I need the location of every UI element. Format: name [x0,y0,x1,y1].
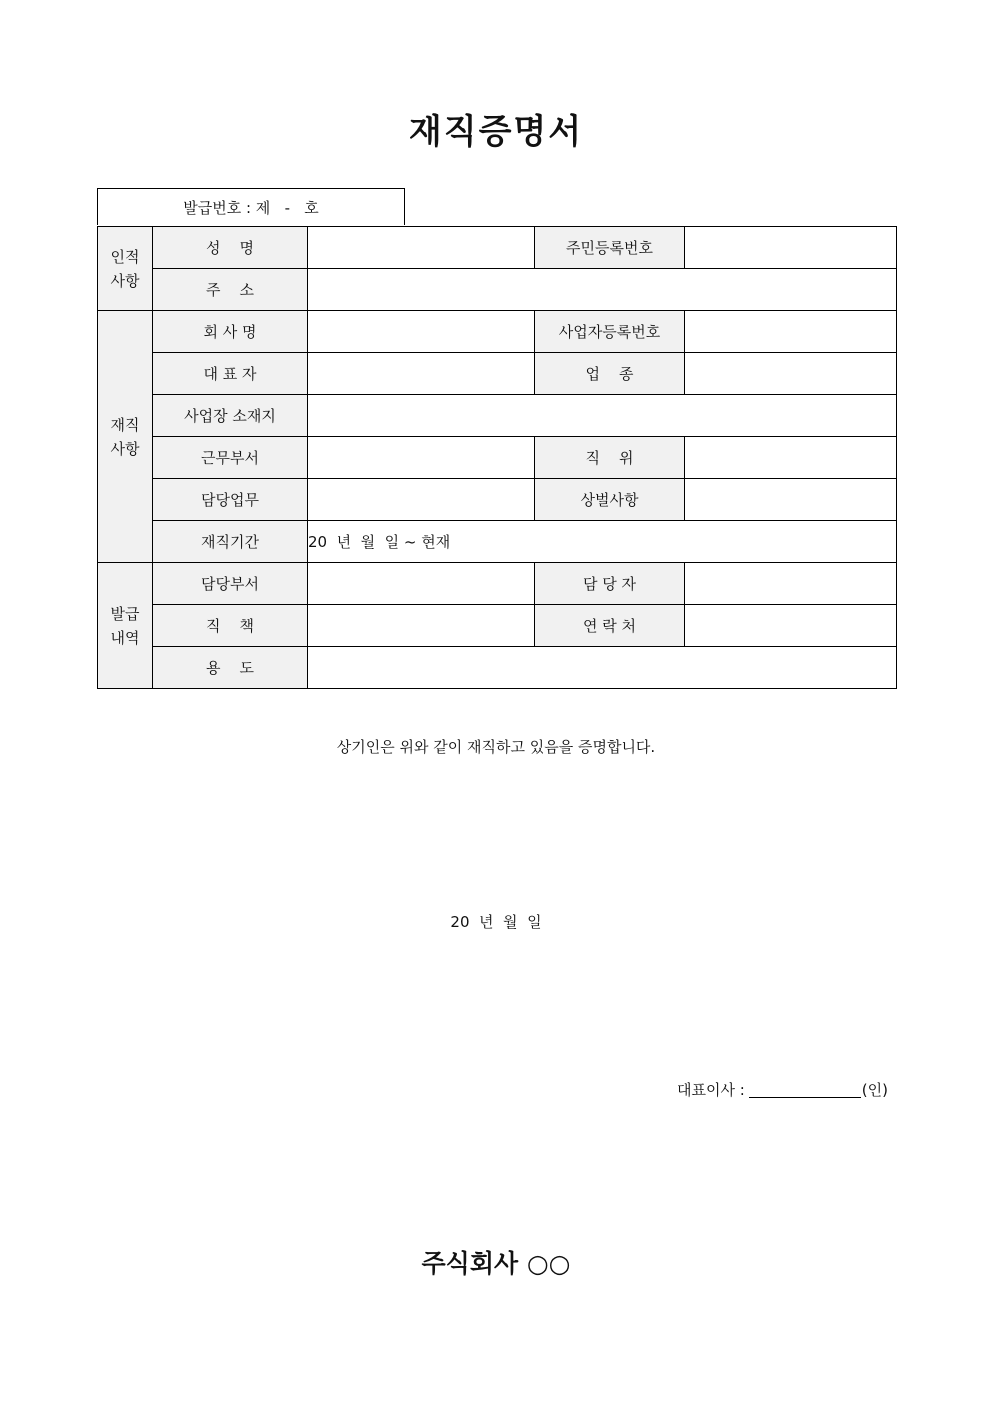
purpose-field[interactable] [308,647,897,689]
dept-field[interactable] [308,437,535,479]
contact-field[interactable] [685,605,897,647]
title-label: 직 책 [153,605,308,647]
rrn-field[interactable] [685,227,897,269]
industry-label: 업 종 [535,353,685,395]
group-employment [98,311,153,563]
address-field[interactable] [308,269,897,311]
location-field[interactable] [308,395,897,437]
document-title: 재직증명서 [408,112,584,152]
group-issuance-label: 발급 내역 [110,604,140,647]
name-field[interactable] [308,227,535,269]
position-label: 직 위 [535,437,685,479]
duty-label: 담당업무 [153,479,308,521]
group-personal [98,227,153,311]
group-issuance [98,563,153,689]
issue-date: 20 년 월 일 [450,913,542,931]
rrn-label: 주민등록번호 [535,227,685,269]
title-field[interactable] [308,605,535,647]
position-field[interactable] [685,437,897,479]
table-row [98,521,897,563]
seal-mark: (인) [861,1081,888,1099]
duty-field[interactable] [308,479,535,521]
bizno-field[interactable] [685,311,897,353]
person-label: 담 당 자 [535,563,685,605]
bizno-label: 사업자등록번호 [535,311,685,353]
table-row [98,647,897,689]
table-row [98,353,897,395]
certificate-table [97,226,897,689]
dept-label: 근무부서 [153,437,308,479]
purpose-label: 용 도 [153,647,308,689]
period-field[interactable]: 20 년 월 일 ~ 현재 [308,521,897,563]
company-field[interactable] [308,311,535,353]
person-field[interactable] [685,563,897,605]
company-name: 주식회사 ○○ [421,1249,571,1278]
table-row [98,227,897,269]
ceo-signature-label: 대표이사 : [677,1081,745,1099]
period-label: 재직기간 [153,521,308,563]
industry-field[interactable] [685,353,897,395]
table-row [98,437,897,479]
contact-label: 연 락 처 [535,605,685,647]
signature-line[interactable] [749,1083,861,1098]
certification-statement: 상기인은 위와 같이 재직하고 있음을 증명합니다. [336,738,656,756]
issuer-dept-label: 담당부서 [153,563,308,605]
table-row [98,395,897,437]
company-label: 회 사 명 [153,311,308,353]
name-label: 성 명 [153,227,308,269]
issue-number: 발급번호 : 제 - 호 [97,188,405,225]
table-row [98,311,897,353]
address-label: 주 소 [153,269,308,311]
ceo-field[interactable] [308,353,535,395]
issuer-dept-field[interactable] [308,563,535,605]
group-employment-label: 재직 사항 [110,415,140,458]
location-label: 사업장 소재지 [153,395,308,437]
ceo-signature [677,1079,888,1100]
table-row [98,269,897,311]
special-label: 상벌사항 [535,479,685,521]
ceo-label: 대 표 자 [153,353,308,395]
group-personal-label: 인적 사항 [110,247,140,290]
table-row [98,605,897,647]
table-row [98,479,897,521]
special-field[interactable] [685,479,897,521]
table-row [98,563,897,605]
